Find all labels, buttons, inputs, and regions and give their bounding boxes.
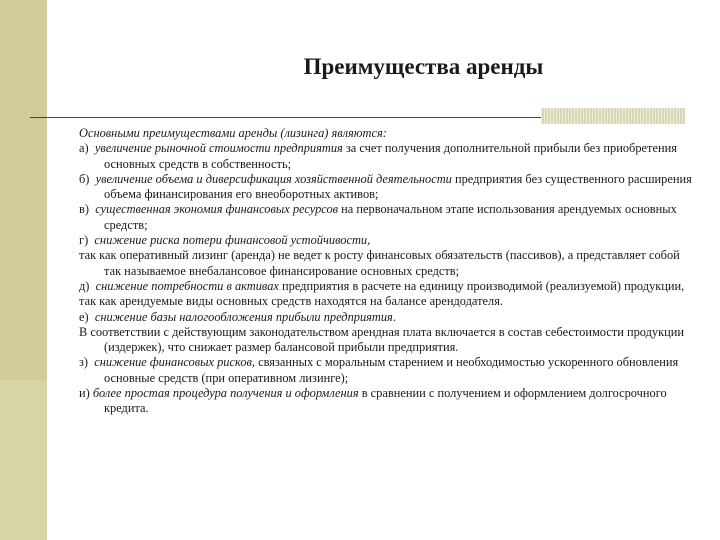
item-text: В соответствии с действующим законодательством арендная плата включается в состав себестоимости продукции (издержек), что снижает размер балансовой прибыли предприятия. bbox=[79, 324, 685, 355]
item-text: так как оперативный лизинг (аренда) не ведет к росту финансовых обязательств (пассивов), а представляет собой так называемое внебалансовое финансирование основных средств; bbox=[79, 248, 680, 278]
item-text: в сравнении с получением и оформлением долгосрочного кредита. bbox=[104, 386, 667, 416]
item-emphasis: существенная экономия финансовых ресурсов bbox=[95, 202, 339, 217]
decorative-accent-box bbox=[541, 108, 685, 124]
item-emphasis: снижение риска потери финансовой устойчивости, bbox=[94, 233, 371, 248]
list-item-d-continuation bbox=[79, 294, 694, 309]
list-item-g-continuation bbox=[79, 248, 694, 279]
list-item-i bbox=[79, 386, 694, 417]
intro-text: Основными преимуществами аренды (лизинга) являются: bbox=[79, 126, 387, 140]
left-decorative-bar bbox=[0, 0, 47, 540]
item-marker: г) bbox=[79, 233, 89, 248]
item-marker: б) bbox=[79, 171, 90, 186]
item-emphasis: увеличение объема и диверсификация хозяйственной деятельности bbox=[95, 171, 452, 186]
list-item-d bbox=[79, 279, 694, 294]
item-emphasis: снижение финансовых рисков bbox=[94, 355, 252, 370]
item-emphasis: увеличение рыночной стоимости предприятия bbox=[94, 141, 343, 156]
content-body bbox=[79, 126, 694, 417]
item-emphasis: снижение базы налогообложения прибыли предприятия bbox=[94, 309, 393, 324]
slide-title: Преимущества аренды bbox=[303, 54, 544, 79]
item-text: на первоначальном этапе использования арендуемых основных средств; bbox=[104, 202, 677, 232]
item-text: , связанных с моральным старением и необходимостью ускоренного обновления основные средств (при оперативном лизинге); bbox=[104, 355, 679, 385]
list-item-e bbox=[79, 310, 694, 325]
item-text: предприятия без существенного расширения объема финансирования его внеоборотных активов; bbox=[104, 171, 692, 202]
item-text: . bbox=[392, 309, 396, 324]
list-item-g bbox=[79, 233, 694, 248]
item-emphasis: снижение потребности в активах bbox=[95, 278, 279, 293]
left-bar-lower-segment bbox=[0, 380, 47, 540]
item-text: предприятия в расчете на единицу производимой (реализуемой) продукции, bbox=[278, 278, 685, 293]
item-marker: д) bbox=[79, 278, 90, 293]
list-item-z bbox=[79, 355, 694, 386]
item-marker: и) bbox=[79, 386, 90, 401]
item-marker: з) bbox=[79, 355, 89, 370]
item-emphasis: более простая процедура получения и оформления bbox=[92, 386, 359, 401]
item-marker: а) bbox=[79, 141, 89, 156]
list-item-a bbox=[79, 141, 694, 172]
item-text: так как арендуемые виды основных средств находятся на балансе арендодателя. bbox=[79, 294, 503, 309]
item-text: за счет получения дополнительной прибыли без приобретения основных средств в собственность; bbox=[104, 141, 677, 171]
list-item-b bbox=[79, 172, 694, 203]
item-marker: е) bbox=[79, 309, 89, 324]
list-item-e-continuation bbox=[79, 325, 694, 356]
list-item-v bbox=[79, 202, 694, 233]
item-marker: в) bbox=[79, 202, 89, 217]
